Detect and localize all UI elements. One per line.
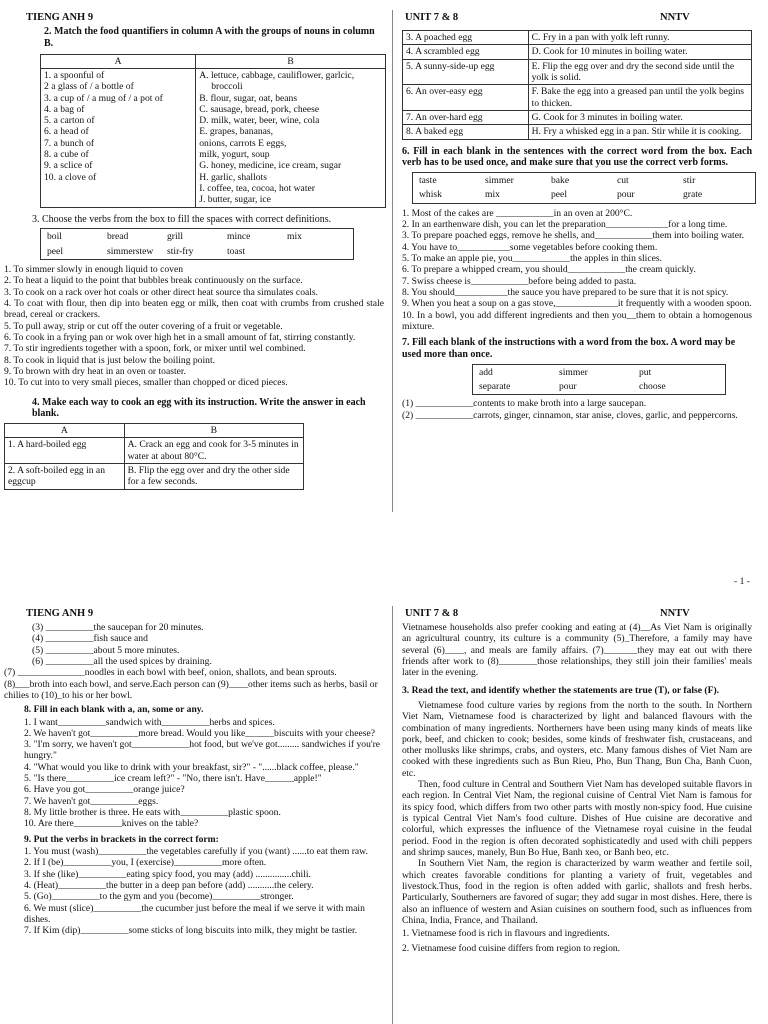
definition-item: 8. To cook in liquid that is just below the boiling point. [4, 354, 216, 366]
word-box-item: peel [47, 245, 63, 257]
ex2-head-b: B [196, 54, 386, 68]
ex2-b-item: milk, yogurt, soup [199, 149, 270, 161]
definition-item: 6. To cook in a frying pan or wok over high het in a small amount of fat, stirring constantly. [4, 331, 356, 343]
word-box-item: separate [479, 381, 511, 393]
definition-item: 7. To stir ingredients together with a spoon, fork, or mixer until wel combined. [4, 343, 306, 355]
word-box-item: grate [683, 189, 703, 201]
word-box-item: add [479, 366, 493, 378]
ex6-title: 6. Fill in each blank in the sentences with the correct word from the box. Each verb has to be used once, and make sure that you use the correct verb forms. [402, 145, 752, 169]
fill-blank-item: 8. You should___________the sauce you have prepared to be sure that it is not spicy. [402, 286, 729, 298]
egg-type: 7. An over-hard egg [403, 110, 529, 124]
column-divider [392, 10, 393, 512]
ex4-title: 4. Make each way to cook an egg with its instruction. Write the answer in each blank. [32, 396, 366, 420]
ex2-title: 2. Match the food quantifiers in column A with the groups of nouns in column B. [44, 26, 375, 49]
definition-item: 2. To heat a liquid to the point that bubbles break continuously on the surface. [4, 275, 303, 287]
table-row [5, 464, 304, 490]
fill-blank-item: 6. Have you got__________orange juice? [24, 784, 185, 796]
egg-instruction: D. Cook for 10 minutes in boiling water. [528, 45, 751, 59]
ex2-a-item: 3. a cup of / a mug of / a pot of [44, 92, 163, 104]
word-box-item: mince [227, 231, 251, 243]
verb-form-item: 4. (Heat)__________the butter in a deep pan before (add) ...........the celery. [24, 879, 314, 891]
table-row [403, 125, 752, 139]
word-box-item: pour [559, 381, 577, 393]
statement-item: 1. Vietnamese food is rich in flavours and ingredients. [402, 928, 610, 940]
egg-instruction: C. Fry in a pan with yolk left runny. [528, 31, 751, 45]
word-box-item: cut [617, 175, 629, 187]
word-box-item: bread [107, 231, 129, 243]
ex2-head-a: A [41, 54, 196, 68]
egg-type: 8. A baked egg [403, 125, 529, 139]
word-box-item: mix [485, 189, 500, 201]
statement-item: 2. Vietnamese food cuisine differs from region to region. [402, 943, 621, 955]
right-column [402, 622, 752, 955]
ex2-b-item: J. butter, sugar, ice [199, 194, 271, 206]
egg-type: 3. A poached egg [403, 31, 529, 45]
ex7-title: 7. Fill each blank of the instructions with a word from the box. A word may be used more than once. [402, 337, 736, 360]
word-box-item: taste [419, 175, 437, 187]
fill-blank-item: 2. In an earthenware dish, you can let the preparation_____________for a long time. [402, 219, 728, 231]
egg-instruction: G. Cook for 3 minutes in boiling water. [528, 110, 751, 124]
header-author: NNTV [660, 608, 690, 619]
egg-instruction: E. Flip the egg over and dry the second side until the yolk is solid. [528, 59, 751, 85]
fill-blank-item: 5. "Is there__________ice cream left?" - "No, there isn't. Have______apple!" [24, 773, 322, 785]
ex3-definitions [4, 264, 384, 388]
ex2-b-item: broccoli [211, 81, 243, 93]
verb-form-item: 7. If Kim (dip)__________some sticks of long biscuits into milk, they might be tastier. [24, 925, 358, 937]
word-box-item: put [639, 366, 652, 378]
fill-blank-item: 5. To make an apple pie, you____________the apples in thin slices. [402, 252, 663, 264]
ex8-title: 8. Fill in each blank with a, an, some or any. [24, 704, 204, 716]
egg-type: 1. A hard-boiled egg [5, 438, 125, 464]
ex2-table [40, 54, 386, 208]
ex2-a-item: 9. a sclice of [44, 160, 93, 172]
egg-type: 5. A sunny-side-up egg [403, 59, 529, 85]
header-author: NNTV [660, 12, 690, 23]
fill-blank-item: (8)___broth into each bowl, and serve.Each person can (9)____other items such as herbs, basil or chilies to (10)_to his or her bowl. [4, 678, 378, 701]
word-box-item: simmer [485, 175, 514, 187]
definition-item: 10. To cut into to very small pieces, smaller than chopped or diced pieces. [4, 377, 288, 389]
definition-item: 5. To pull away, strip or cut off the outer covering of a fruit or vegetable. [4, 320, 283, 332]
egg-type: 4. A scrambled egg [403, 45, 529, 59]
ex2-col-a [41, 68, 196, 207]
fill-blank-item: 4. You have to___________some vegetables before cooking them. [402, 241, 658, 253]
fill-blank-item: 6. To prepare a whipped cream, you should____________the cream quickly. [402, 264, 696, 276]
word-box-item: pour [617, 189, 635, 201]
ex3-word-box [40, 228, 354, 260]
page-2 [0, 604, 768, 1024]
verb-form-item: 5. (Go)__________to the gym and you (become)__________stronger. [24, 891, 294, 903]
ex2-a-item: 4. a bag of [44, 103, 85, 115]
ex2-a-item: 5. a carton of [44, 115, 95, 127]
ex2-b-item: D. milk, water, beer, wine, cola [199, 115, 320, 127]
word-box-item: stir-fry [167, 245, 194, 257]
left-column [4, 622, 386, 937]
fill-blank-item: 3. To prepare poached eggs, remove he shells, and____________them into boiling water. [402, 230, 745, 242]
fill-blank-item: 7. We haven't got__________eggs. [24, 795, 159, 807]
word-box-item: boil [47, 231, 62, 243]
word-box-item: grill [167, 231, 183, 243]
ex2-b-item: E. grapes, bananas, [199, 126, 274, 138]
egg-instruction: A. Crack an egg and cook for 3-5 minutes in water at about 80°C. [124, 438, 303, 464]
reading-paragraph: In Southern Viet Nam, the region is characterized by warm weather and fertile soil, which creates favorable conditions for planting a variety of fruit, vegetables and livestock.Thus, food in the region is often added with garlic, shallots and fresh herbs. Particularly, Southerners are favored of sugar; they add sugar in most dishes. Here, there is also an influence of western and Asian cuisines on southern food, such as influences from China, India, France, and Thailand. [402, 858, 752, 926]
ex8-items [24, 717, 386, 830]
ex2-a-item: 10. a clove of [44, 171, 97, 183]
egg-instruction: F. Bake the egg into a greased pan until the yolk begins to thicken. [528, 85, 751, 111]
table-row [403, 59, 752, 85]
word-box-item: simmer [559, 366, 588, 378]
fill-blank-item: (4) __________fish sauce and [32, 633, 148, 645]
fill-blank-item: 9. When you heat a soup on a gas stove,_____________it frequently with a wooden spoon. [402, 298, 752, 310]
fill-blank-item: (5) __________about 5 more minutes. [32, 644, 180, 656]
fill-blank-item: (2) ____________carrots, ginger, cinnamon, star anise, cloves, garlic, and peppercorns. [402, 409, 738, 421]
ex7-continued [32, 622, 386, 667]
column-divider [392, 606, 393, 1024]
word-box-item: bake [551, 175, 570, 187]
fill-blank-item: (6) __________all the used spices by draining. [32, 655, 212, 667]
reading-paragraph: Vietnamese food culture varies by regions from the north to the south. In Northern Viet Nam, Vietnamese food is characterized by light and balanced flavours with the combination of many ingredients. Northerners have been using many kinds of meats like pork, beef, and chicken to cook; besides, some kinds of freshwater fish, crustaceans, and other mollusks like shrimps, crabs, and oysters, etc. Many famous dishes of Viet Nam are cooked with these ingredients such as Bun Rieu, Pho, Bun Thang, Bun Cha, Banh Cuon, etc. [402, 699, 752, 779]
word-box-item: toast [227, 245, 246, 257]
fill-blank-item: 2. We haven't got__________more bread. Would you like______biscuits with your cheese? [24, 727, 375, 739]
right-column [402, 30, 752, 421]
fill-blank-item: 4. "What would you like to drink with your breakfast, sir?" - "......black coffee, please." [24, 761, 359, 773]
header-unit: UNIT 7 & 8 [405, 608, 459, 619]
word-box-item: mix [287, 231, 302, 243]
header-subject: TIENG ANH 9 [26, 608, 94, 619]
table-row [403, 45, 752, 59]
ex2-b-item: I. coffee, tea, cocoa, hot water [199, 183, 315, 195]
ex2-b-item: H. garlic, shallots [199, 171, 267, 183]
ex2-b-item: onions, carrots E eggs, [199, 137, 287, 149]
ex7-items [402, 398, 752, 421]
fill-blank-item: 8. My little brother is three. He eats with__________plastic spoon. [24, 807, 281, 818]
fill-blank-item: (3) __________the saucepan for 20 minutes. [32, 622, 204, 633]
ex2-a-item: 1. a spoonful of [44, 69, 105, 81]
ex6-items [402, 208, 752, 332]
fill-blank-item: 3. "I'm sorry, we haven't got____________hot food, but we've got......... sandwiches if you're hungry." [24, 739, 381, 762]
fill-blank-item: 10. In a bowl, you add different ingredients and then you__them to obtain a homogenous mixture. [402, 309, 752, 332]
table-row [5, 438, 304, 464]
fill-blank-item: 10. Are there__________knives on the table? [24, 818, 199, 830]
egg-instruction: H. Fry a whisked egg in a pan. Stir while it is cooking. [528, 125, 751, 139]
ex4-table-part1 [4, 423, 304, 490]
ex2-a-item: 6. a head of [44, 126, 89, 138]
ex6-word-box [412, 172, 756, 204]
fill-blank-item: (7) ______________noodles in each bowl with beef, onion, shallots, and bean sprouts. [4, 667, 337, 679]
ex7-word-box [472, 364, 726, 396]
ex2-b-item: B. flour, sugar, oat, beans [199, 92, 298, 104]
fill-blank-item: 1. I want__________sandwich with__________herbs and spices. [24, 716, 275, 728]
reading-paragraph: Then, food culture in Central and Southern Viet Nam has developed suitable flavors in each region. In Central Viet Nam, the regional cuisine of Central Viet Nam is famous for its spicy food, which differs from two other parts with mostly non-spicy food. Hue cuisine is typical Central Viet Nam's food culture. Dishes of Hue cuisine are decorative and colorful, which expresses the influence of the Vietnamese royal cuisine in the feudal period. Food in the region is often decorated sophisticatedly and used with chili peppers and shrimp sauces, manely, Bun Bo Hue, Banh xeo, or Banh beo, etc. [402, 779, 752, 858]
ex3-reading-title: 3. Read the text, and identify whether the statements are true (T), or false (F). [402, 684, 720, 696]
verb-form-item: 2. If I (be)__________you, I (exercise)__________more often. [24, 857, 267, 869]
verb-form-item: 3. If she (like)__________eating spicy food, you may (add) ...............chili. [24, 868, 311, 880]
page-number: - 1 - [734, 576, 750, 587]
ex2-a-item: 2 a glass of / a bottle of [44, 81, 134, 93]
ex2-col-b [196, 68, 386, 207]
ex2-b-item: G. honey, medicine, ice cream, sugar [199, 160, 342, 172]
word-box-item: whisk [419, 189, 442, 201]
definition-item: 9. To brown with dry heat in an oven or toaster. [4, 365, 186, 377]
fill-blank-item: 1. Most of the cakes are ____________in an oven at 200°C. [402, 207, 633, 219]
ex9-title: 9. Put the verbs in brackets in the correct form: [24, 833, 219, 845]
definition-item: 4. To coat with flour, then dip into beaten egg or milk, then coat with crumbs from crushed stale bread, cereal or crackers. [4, 298, 384, 321]
ex4-table-part2 [402, 30, 752, 140]
fill-blank-item: (1) ____________contents to make broth into a large saucepan. [402, 398, 647, 410]
word-box-item: stir [683, 175, 696, 187]
ex9-items [24, 846, 386, 937]
verb-form-item: 6. We must (slice)__________the cucumber just before the meal if we serve it with main dishes. [24, 902, 365, 925]
egg-instruction: B. Flip the egg over and dry the other side for a few seconds. [124, 464, 303, 490]
ex2-a-item: 8. a cube of [44, 149, 89, 161]
ex2-a-item: 7. a bunch of [44, 137, 95, 149]
table-row [403, 85, 752, 111]
egg-type: 2. A soft-boiled egg in an eggcup [5, 464, 125, 490]
ex4-head-b: B [124, 424, 303, 438]
reading-intro: Vietnamese households also prefer cooking and eating at (4)__As Viet Nam is originally an agricultural country, its culture is a community (5)_Therefore, a family may have several (6)____, and meals are family affairs. (7)_______they may eat out with there friends after work to (8)________those relationships, they still join their families' meals later in the evening. [402, 622, 752, 679]
egg-type: 6. An over-easy egg [403, 85, 529, 111]
word-box-item: peel [551, 189, 567, 201]
fill-blank-item: 7. Swiss cheese is____________before being added to pasta. [402, 275, 637, 287]
table-row [403, 31, 752, 45]
ex2-b-item: A. lettuce, cabbage, cauliflower, garlcic, [199, 69, 355, 81]
definition-item: 1. To simmer slowly in enough liquid to coven [4, 264, 184, 276]
word-box-item [287, 246, 347, 257]
ex2-b-item: C. sausage, bread, pork, cheese [199, 103, 320, 115]
word-box-item: choose [639, 381, 666, 393]
table-row [403, 110, 752, 124]
verb-form-item: 1. You must (wash)__________the vegetables carefully if you (want) ......to eat them raw. [24, 845, 368, 857]
left-column [4, 26, 386, 490]
word-box-item: simmerstew [107, 245, 154, 257]
header-subject: TIENG ANH 9 [26, 12, 94, 23]
ex4-head-a: A [5, 424, 125, 438]
ex3-title: 3. Choose the verbs from the box to fill the spaces with correct definitions. [32, 213, 332, 225]
definition-item: 3. To cook on a rack over hot coals or other direct heat source tha simulates coals. [4, 286, 319, 298]
header-unit: UNIT 7 & 8 [405, 12, 459, 23]
